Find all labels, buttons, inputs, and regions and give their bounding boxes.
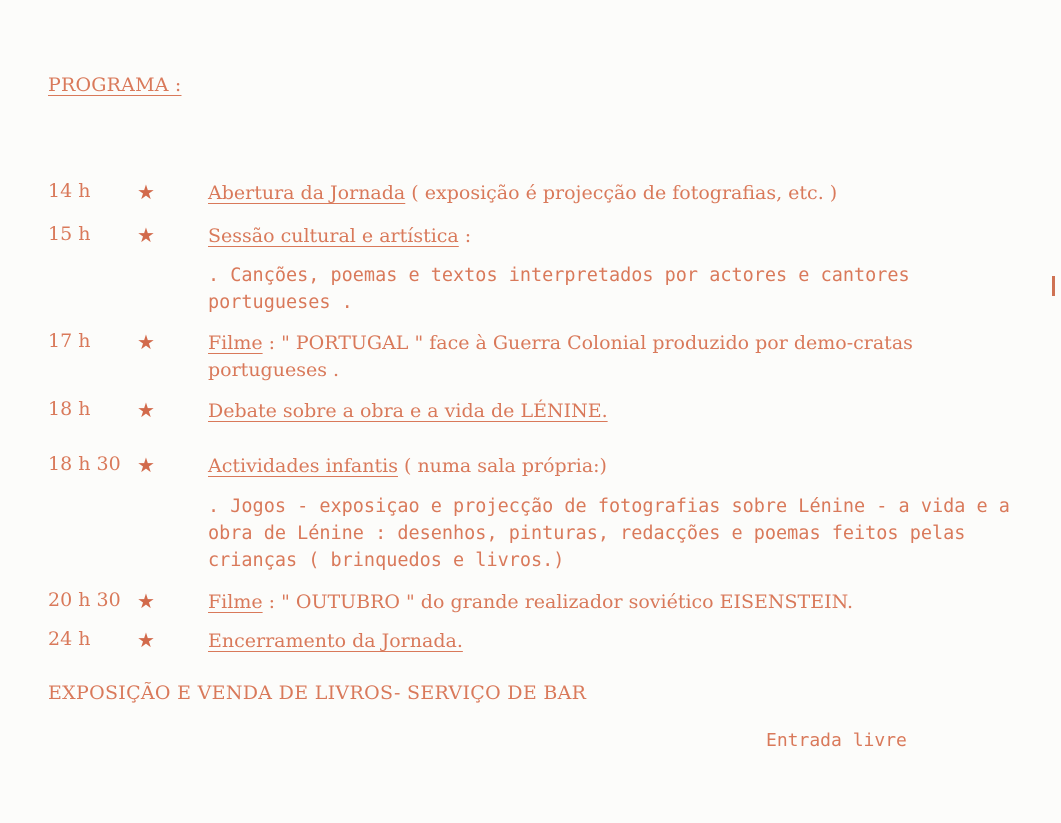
event-subdetail: . Canções, poemas e textos interpretados por actores e cantores portugueses . <box>208 265 910 313</box>
schedule-time: 15 h <box>48 223 91 245</box>
star-icon: ★ <box>137 628 155 652</box>
star-icon: ★ <box>137 398 155 422</box>
event-subdetail: . Jogos - exposiçao e projecção de fotografias sobre Lénine - a vida e a obra de Lénine : desenhos, pinturas, redacções e poemas feitos pelas crianças ( brinquedos e livros.) <box>208 496 1010 571</box>
page-title: PROGRAMA : <box>48 74 182 96</box>
star-icon: ★ <box>137 223 155 247</box>
schedule-item <box>208 330 1031 384</box>
edge-mark <box>1052 276 1055 296</box>
footer-note: EXPOSIÇÃO E VENDA DE LIVROS- SERVIÇO DE BAR <box>48 682 587 704</box>
event-detail: : <box>458 225 472 247</box>
schedule-time: 18 h 30 <box>48 453 121 475</box>
event-title: Encerramento da Jornada. <box>208 630 463 652</box>
schedule-time: 17 h <box>48 330 91 352</box>
star-icon: ★ <box>137 589 155 613</box>
star-icon: ★ <box>137 330 155 354</box>
event-title: Filme <box>208 591 263 613</box>
schedule-item <box>208 180 1031 207</box>
schedule-item <box>208 398 1031 425</box>
schedule-item <box>208 223 1031 250</box>
entrada-note: Entrada livre <box>766 730 907 751</box>
schedule-time: 20 h 30 <box>48 589 121 611</box>
schedule-item <box>208 589 1031 616</box>
event-detail: : " OUTUBRO " do grande realizador soviético EISENSTEIN. <box>262 591 854 613</box>
event-title: Sessão cultural e artística <box>208 225 459 247</box>
schedule-time: 14 h <box>48 180 91 202</box>
event-detail: : " PORTUGAL " face à Guerra Colonial produzido por demo-cratas portugueses . <box>208 332 913 381</box>
schedule-item <box>208 453 1031 480</box>
event-title: Abertura da Jornada <box>208 182 406 204</box>
event-title: Filme <box>208 332 263 354</box>
schedule-time: 24 h <box>48 628 91 650</box>
schedule-time: 18 h <box>48 398 91 420</box>
event-title: Debate sobre a obra e a vida de LÉNINE. <box>208 400 608 422</box>
event-detail: ( exposição é projecção de fotografias, etc. ) <box>405 182 838 204</box>
star-icon: ★ <box>137 180 155 204</box>
event-detail: ( numa sala própria:) <box>397 455 607 477</box>
star-icon: ★ <box>137 453 155 477</box>
event-title: Actividades infantis <box>208 455 398 477</box>
schedule-item <box>208 628 1031 655</box>
